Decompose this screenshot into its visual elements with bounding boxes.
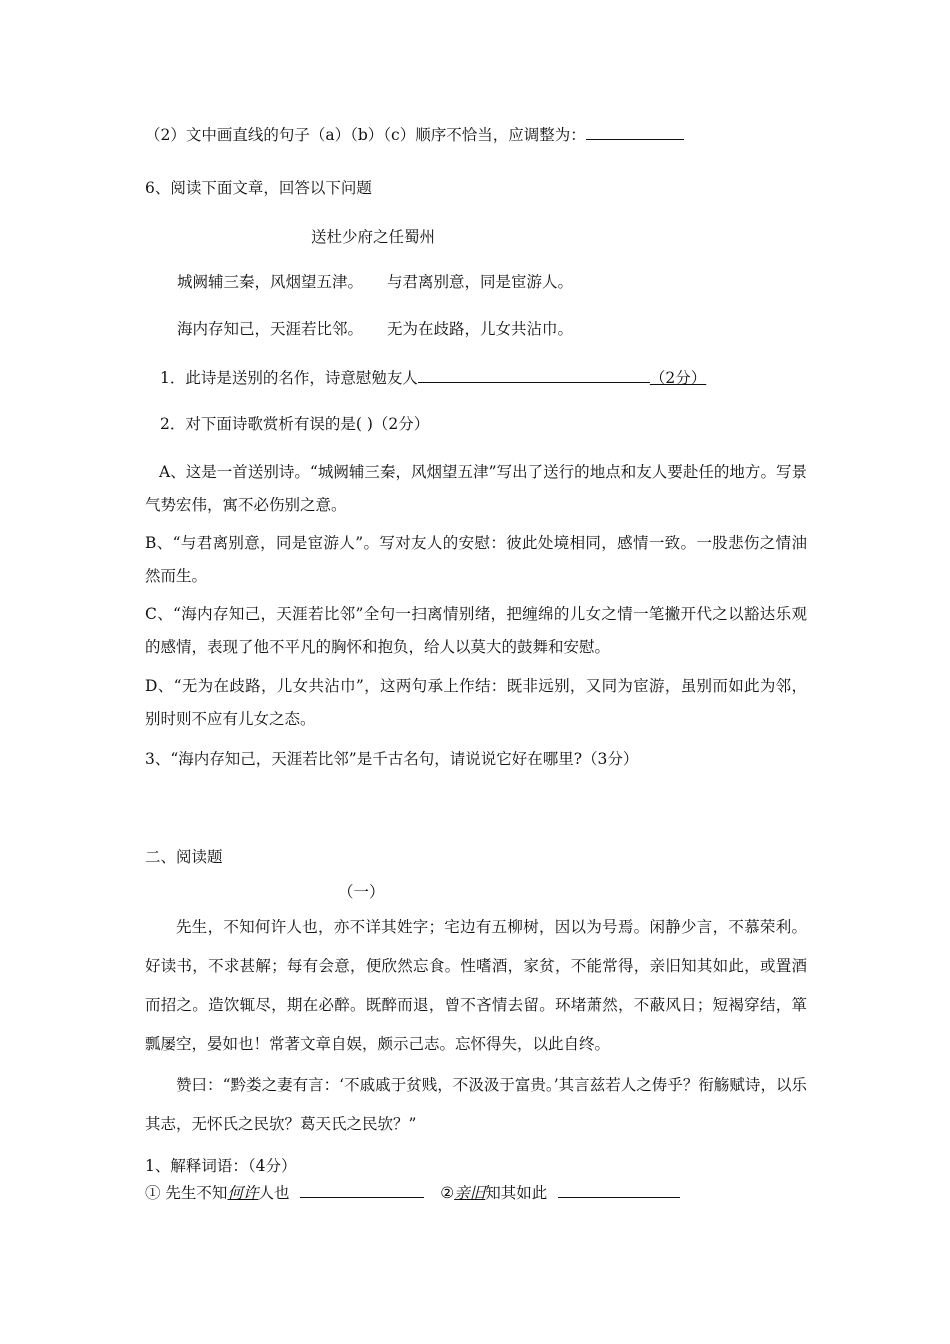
passage-number: （一）	[338, 883, 385, 901]
question-6-2: 2．对下面诗歌赏析有误的是( )（2分）	[160, 415, 430, 433]
passage-paragraph-1: 先生，不知何许人也，亦不详其姓字；宅边有五柳树，因以为号焉。闲静少言，不慕荣利。好读书，不求甚解；每有会意，便欣然忘食。性嗜酒，家贫，不能常得，亲旧知其如此，或置酒而招之。造饮辄尽，期在必醉。既醉而退，曾不吝情去留。环堵萧然，不蔽风日；短褐穿结，箪瓢屡空，晏如也！常著文章自娱，颇示己志。忘怀得失，以此自终。	[145, 918, 807, 1053]
question-6-heading: 6、阅读下面文章，回答以下问题	[145, 179, 372, 197]
answer-blank[interactable]	[300, 1182, 424, 1198]
poem-line-1: 城阙辅三秦，风烟望五津。 与君离别意，同是宦游人。	[177, 273, 574, 291]
answer-blank[interactable]	[586, 124, 684, 140]
option-b: B、“与君离别意，同是宦游人”。写对友人的安慰：彼此处境相同，感情一致。一股悲伤之情油然而生。	[145, 534, 807, 585]
poem-line-2: 海内存知己，天涯若比邻。 无为在歧路，儿女共沾巾。	[177, 320, 574, 338]
question-explain-heading: 1、解释词语：（4分）	[145, 1157, 297, 1175]
question-5-2: （2）文中画直线的句子（a）（b）（c）顺序不恰当，应调整为：	[145, 124, 684, 145]
question-6-3: 3、“海内存知己，天涯若比邻”是千古名句，请说说它好在哪里?（3分）	[145, 750, 639, 768]
answer-blank[interactable]	[558, 1182, 680, 1198]
passage-paragraph-2: 赞曰：“黔娄之妻有言：‘不戚戚于贫贱，不汲汲于富贵。’其言兹若人之俦乎？衔觞赋诗，以乐其志，无怀氏之民欤？葛天氏之民欤？”	[145, 1076, 807, 1133]
option-d: D、“无为在歧路，儿女共沾巾”，这两句承上作结：既非远别，又同为宦游，虽别而如此为邻，别时则不应有儿女之态。	[145, 677, 807, 728]
poem-title: 送杜少府之任蜀州	[311, 228, 436, 246]
option-a: A、这是一首送别诗。“城阙辅三秦，风烟望五津”写出了送行的地点和友人要赴任的地方。写景气势宏伟，寓不必伤别之意。	[145, 463, 807, 514]
section-2-heading: 二、阅读题	[145, 848, 223, 866]
explain-items: ① 先生不知何许人也 ②亲旧知其如此	[145, 1182, 680, 1203]
answer-blank[interactable]	[418, 367, 650, 383]
option-c: C、“海内存知己，天涯若比邻”全句一扫离情别绪，把缠绵的儿女之情一笔撇开代之以豁达乐观的感情，表现了他不平凡的胸怀和抱负，给人以莫大的鼓舞和安慰。	[145, 605, 807, 656]
question-6-1: 1．此诗是送别的名作，诗意慰勉友人 （2分）	[160, 369, 707, 387]
